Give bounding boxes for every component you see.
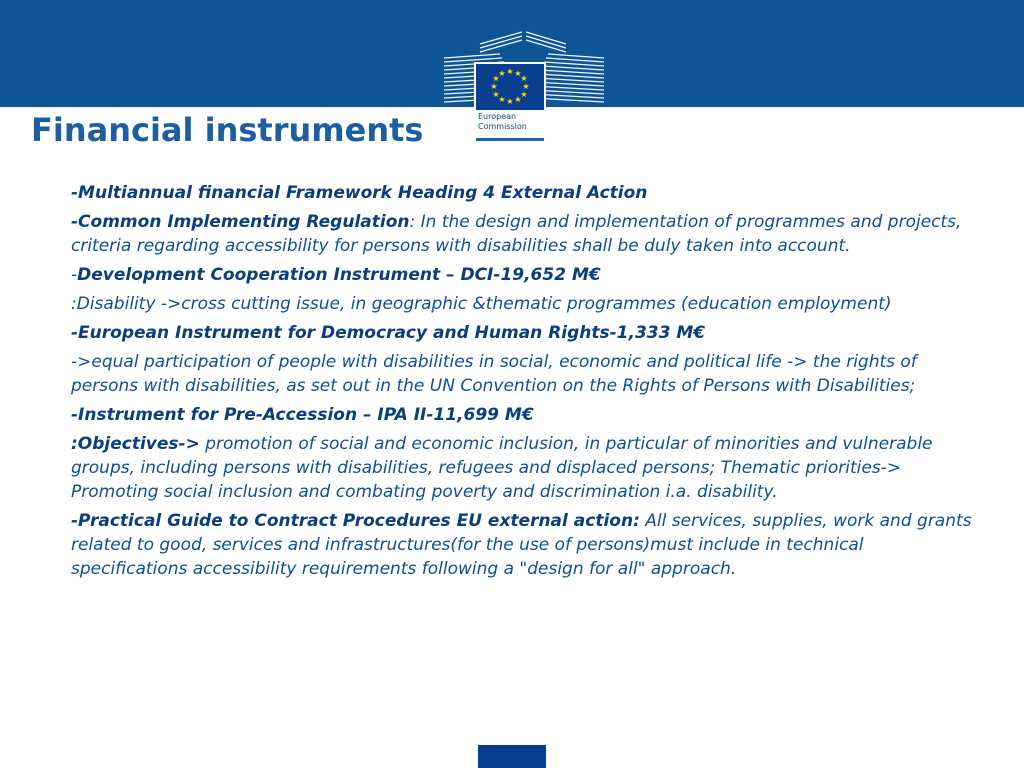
eu-flag-icon [476, 64, 544, 110]
svg-text:★: ★ [498, 69, 506, 78]
svg-text:★: ★ [490, 82, 498, 91]
paragraph-eidhr [71, 321, 981, 345]
svg-text:★: ★ [492, 74, 500, 83]
paragraph-heading: -European Instrument for Democracy and Human Rights-1,333 M€ [71, 323, 706, 343]
svg-text:★: ★ [522, 82, 530, 91]
paragraph-heading: -Practical Guide to Contract Procedures EU external action: [71, 511, 640, 531]
paragraph-heading: -Instrument for Pre-Accession – IPA II-11,699 M€ [71, 405, 534, 425]
paragraph-dci [71, 263, 981, 287]
paragraph-heading: -Common Implementing Regulation [71, 212, 410, 232]
logo-underline [476, 138, 544, 141]
svg-text:★: ★ [506, 67, 514, 76]
svg-text:★: ★ [520, 74, 528, 83]
svg-text:★: ★ [514, 69, 522, 78]
slide-title: Financial instruments [31, 111, 424, 149]
paragraph-practical-guide [71, 509, 981, 581]
paragraph-heading: Development Cooperation Instrument – DCI-19,652 M€ [77, 265, 601, 285]
paragraph-text: ->equal participation of people with disabilities in social, economic and political life -> the rights of persons with disabilities, as set out in the UN Convention on the Rights of Persons with Disabilities; [71, 352, 917, 396]
svg-text:★: ★ [498, 95, 506, 104]
paragraph-heading: -Multiannual financial Framework Heading 4 External Action [71, 183, 648, 203]
paragraph-text: All services, supplies, work and grants related to good, services and infrastructures(for the use of persons)must include in technical specifications accessibility requirements following a "design for all" approach. [71, 511, 972, 579]
paragraph-objectives [71, 432, 981, 504]
logo-line-commission: Commission [478, 122, 527, 131]
european-commission-logo [440, 28, 608, 144]
footer-flag-tab [478, 745, 546, 768]
svg-text:★: ★ [506, 97, 514, 106]
paragraph-text: : In the design and implementation of programmes and projects, criteria regarding accessibility for persons with disabilities shall be duly taken into account. [71, 212, 962, 256]
svg-text:★: ★ [514, 95, 522, 104]
slide-content [71, 181, 981, 586]
paragraph-cir [71, 210, 981, 258]
svg-text:★: ★ [520, 90, 528, 99]
paragraph-dash: - [71, 265, 78, 285]
paragraph-text: promotion of social and economic inclusion, in particular of minorities and vulnerable groups, including persons with disabilities, refugees and displaced persons; Thematic priorities-> Promoting social inclusion and combating poverty and discrimination i.a. disability. [71, 434, 933, 502]
paragraph-heading: :Objectives-> [71, 434, 200, 454]
paragraph-equal-participation [71, 350, 981, 398]
logo-text [478, 112, 544, 132]
logo-panel [474, 62, 546, 142]
paragraph-ipa [71, 403, 981, 427]
svg-text:★: ★ [492, 90, 500, 99]
paragraph-disability [71, 292, 981, 316]
paragraph-text: :Disability ->cross cutting issue, in geographic &thematic programmes (education employment) [71, 294, 892, 314]
paragraph-mff [71, 181, 981, 205]
logo-line-european: European [478, 112, 517, 121]
